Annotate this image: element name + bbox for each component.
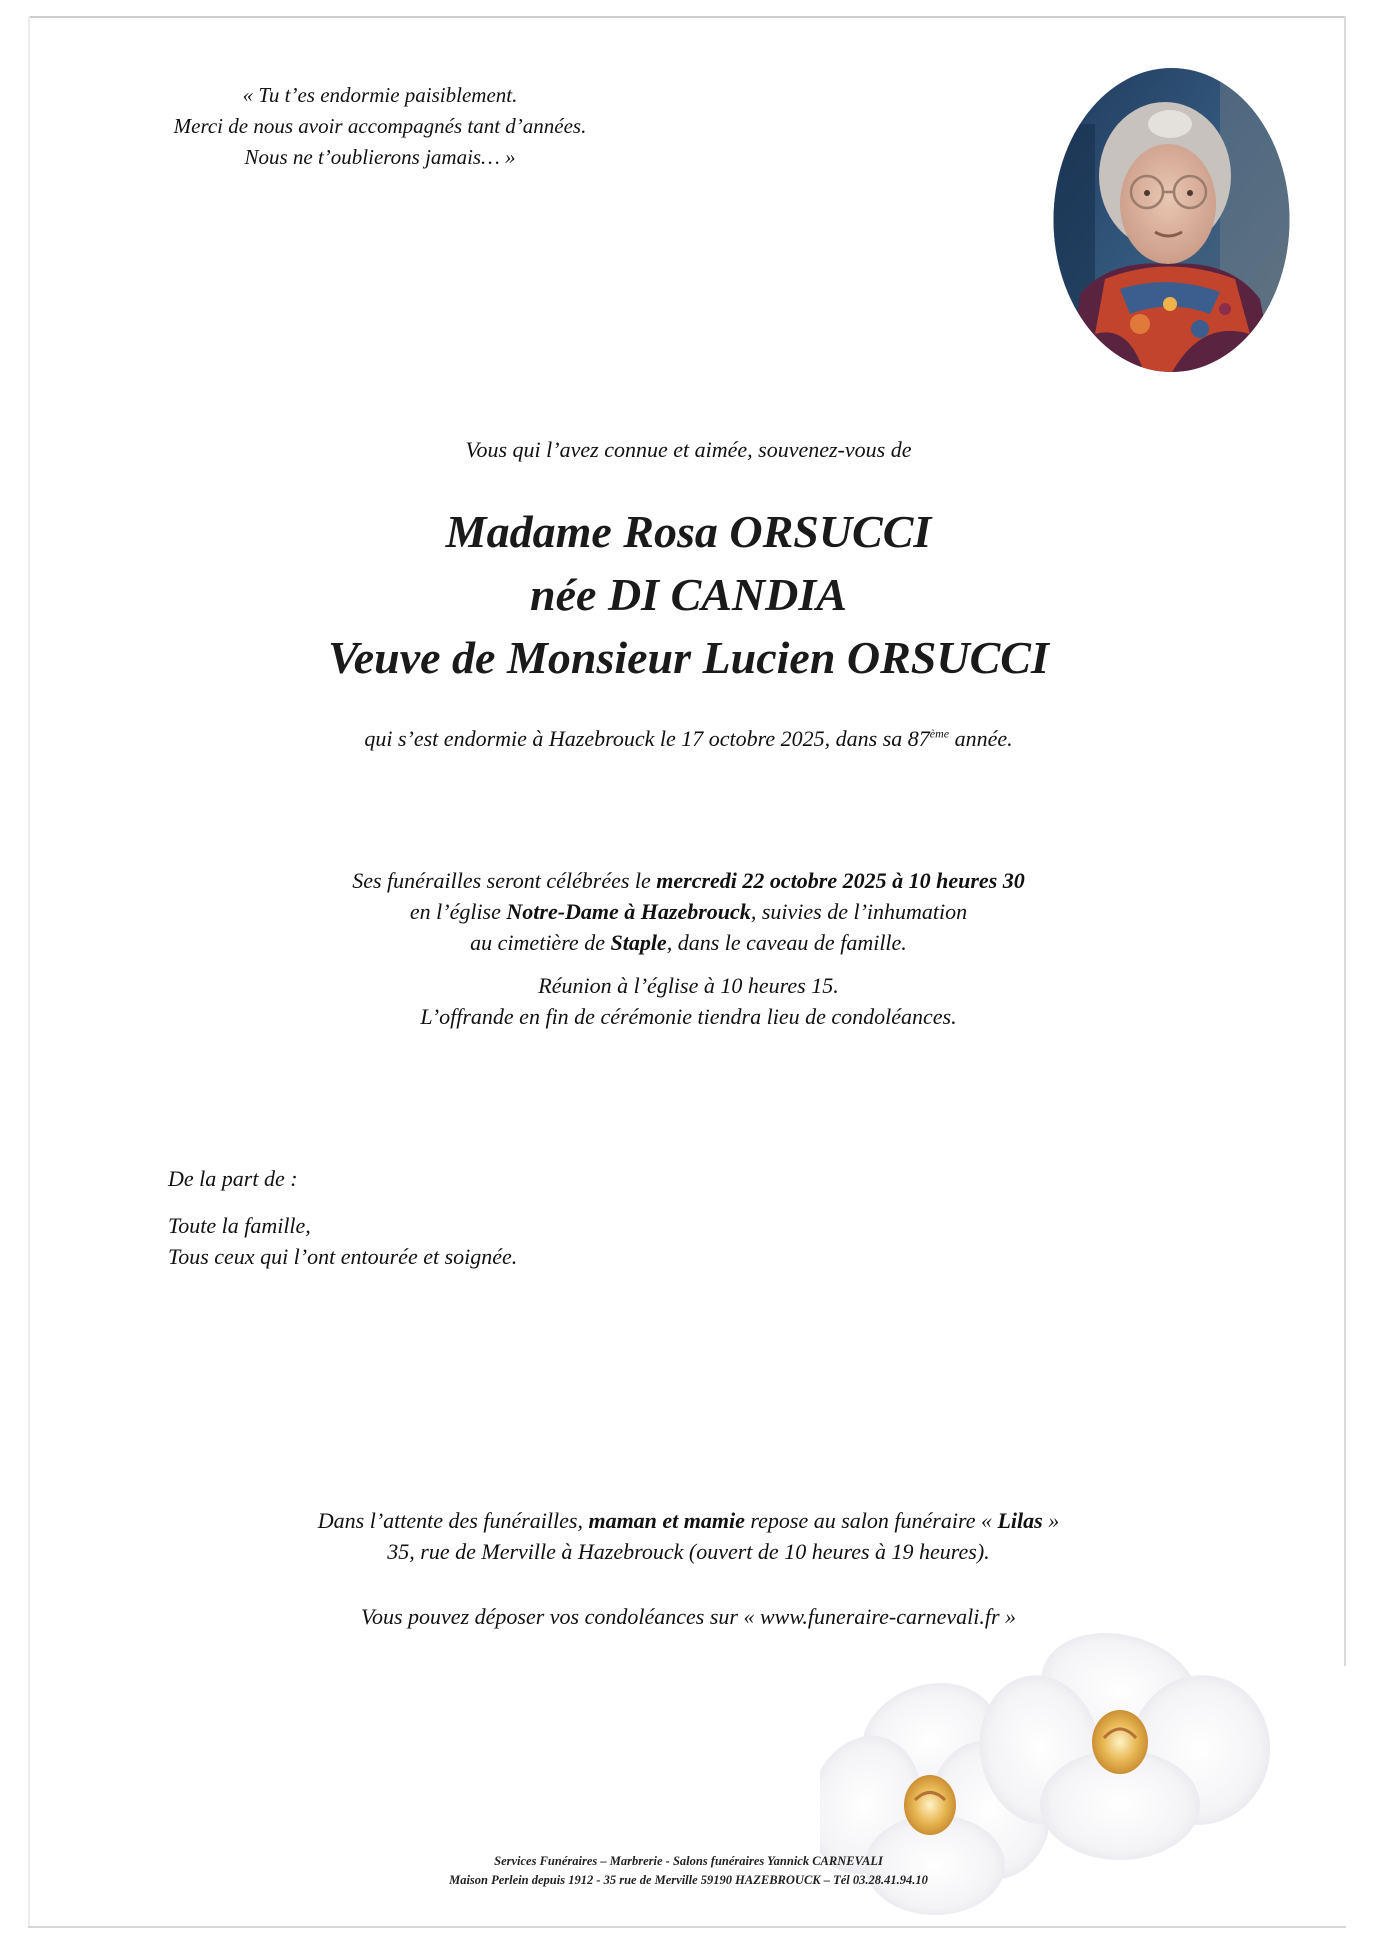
salon-relation: maman et mamie (588, 1508, 745, 1533)
salon-info (0, 1505, 1377, 1567)
funeral-line-3-end: , dans le caveau de famille. (666, 930, 907, 955)
death-notice (0, 726, 1377, 752)
deceased-names (0, 500, 1377, 689)
salon-address: 35, rue de Merville à Hazebrouck (ouvert de 10 heures à 19 heures). (387, 1539, 990, 1564)
salon-line-1 (0, 1505, 1377, 1536)
footer-line-2: Maison Perlein depuis 1912 - 35 rue de Merville 59190 HAZEBROUCK – Tél 03.28.41.94.10 (449, 1873, 928, 1887)
widow-of: Veuve de Monsieur Lucien ORSUCCI (328, 632, 1049, 683)
from-line-2: Tous ceux qui l’ont entourée et soignée. (168, 1244, 518, 1269)
deceased-name: Madame Rosa ORSUCCI (445, 506, 932, 557)
footer-line-1: Services Funéraires – Marbrerie - Salons funéraires Yannick CARNEVALI (494, 1854, 883, 1868)
from-heading: De la part de : (168, 1166, 298, 1191)
page-border-bottom (28, 1926, 1346, 1928)
funeral-line-1-text: Ses funérailles seront célébrées le (352, 868, 657, 893)
from-line-1: Toute la famille, (168, 1213, 311, 1238)
funeral-line-3 (0, 927, 1377, 958)
funeral-line-1 (0, 865, 1377, 896)
cemetery-name: Staple (610, 930, 667, 955)
funeral-line-3-text: au cimetière de (470, 930, 611, 955)
page-border-right (1344, 16, 1346, 1666)
funeral-details (0, 865, 1377, 1032)
funeral-church: Notre-Dame à Hazebrouck (506, 899, 751, 924)
salon-line-1-text: Dans l’attente des funérailles, (317, 1508, 589, 1533)
salon-line-1-end: » (1042, 1508, 1060, 1533)
birth-name: née DI CANDIA (530, 569, 847, 620)
death-end: année. (949, 726, 1013, 751)
epitaph-quote (130, 80, 630, 173)
page-border-top (28, 16, 1346, 18)
condolences-link-text: Vous pouvez déposer vos condoléances sur « www.funeraire-carnevali.fr » (360, 1604, 1016, 1629)
reunion-text: Réunion à l’église à 10 heures 15. (538, 973, 839, 998)
quote-line-3: Nous ne t’oublierons jamais… » (244, 145, 516, 169)
quote-line-2: Merci de nous avoir accompagnés tant d’années. (173, 114, 587, 138)
intro-text: Vous qui l’avez connue et aimée, souvenez-vous de (465, 437, 912, 462)
portrait-photo (1050, 64, 1293, 376)
quote-line-1: « Tu t’es endormie paisiblement. (242, 83, 518, 107)
death-text: qui s’est endormie à Hazebrouck le 17 octobre 2025, dans sa 87 (364, 726, 930, 751)
funeral-date: mercredi 22 octobre 2025 à 10 heures 30 (656, 868, 1025, 893)
salon-name: Lilas (997, 1508, 1043, 1533)
funeral-line-2-text: en l’église (409, 899, 507, 924)
offrande-text: L’offrande en fin de cérémonie tiendra lieu de condoléances. (420, 1004, 957, 1029)
salon-line-1-mid: repose au salon funéraire « (744, 1508, 998, 1533)
funeral-line-2 (0, 896, 1377, 927)
death-ordinal-suffix: ème (929, 726, 950, 741)
from-section (168, 1163, 517, 1272)
funeral-line-2-end: , suivies de l’inhumation (750, 899, 968, 924)
funeral-home-footer (0, 1852, 1377, 1890)
